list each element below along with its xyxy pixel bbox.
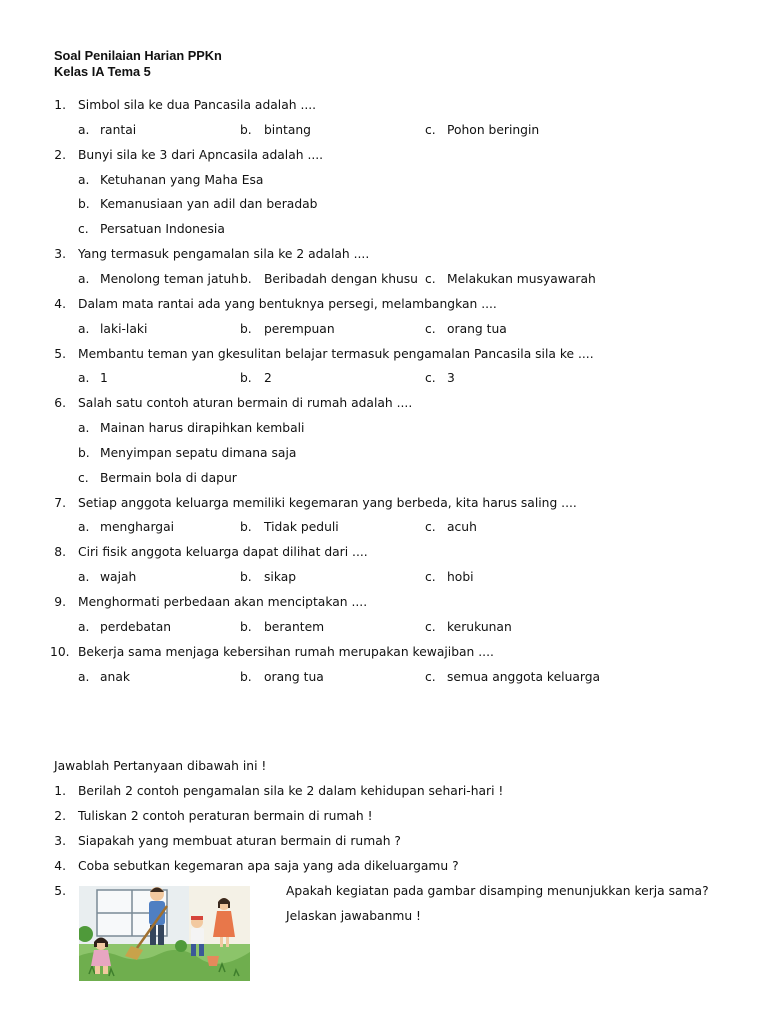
question-text: Bunyi sila ke 3 dari Apncasila adalah .... — [78, 148, 324, 162]
option-text: anak — [100, 670, 130, 684]
option-text: menghargai — [100, 520, 175, 534]
page-subtitle: Kelas IA Tema 5 — [54, 64, 151, 79]
option-letter: b. — [240, 322, 252, 336]
option-text: kerukunan — [447, 620, 512, 634]
option-letter: b. — [240, 520, 252, 534]
question-text: Salah satu contoh aturan bermain di rumah adalah .... — [78, 396, 413, 410]
essay-question: Coba sebutkan kegemaran apa saja yang ada dikeluargamu ? — [78, 859, 459, 873]
option-letter: c. — [425, 371, 436, 385]
question-number: 2. — [54, 148, 66, 162]
essay-number: 3. — [54, 834, 66, 848]
option-letter: a. — [78, 670, 90, 684]
question-text: Yang termasuk pengamalan sila ke 2 adalah .... — [78, 247, 370, 261]
option-letter: a. — [78, 570, 90, 584]
option-text: laki-laki — [100, 322, 148, 336]
option-text: semua anggota keluarga — [447, 670, 601, 684]
option-text: sikap — [264, 570, 297, 584]
option-letter: a. — [78, 520, 90, 534]
question-text: Ciri fisik anggota keluarga dapat dilihat dari .... — [78, 545, 368, 559]
option-letter: c. — [425, 570, 436, 584]
teamwork-illustration — [79, 886, 250, 981]
essay-number: 5. — [54, 884, 66, 898]
option-text: Bermain bola di dapur — [100, 471, 237, 485]
question-number: 4. — [54, 297, 66, 311]
option-letter: c. — [78, 222, 89, 236]
option-letter: a. — [78, 173, 90, 187]
option-letter: c. — [425, 322, 436, 336]
option-text: Menyimpan sepatu dimana saja — [100, 446, 297, 460]
option-letter: c. — [425, 620, 436, 634]
option-text: orang tua — [264, 670, 324, 684]
option-text: orang tua — [447, 322, 507, 336]
option-letter: b. — [240, 570, 252, 584]
essay-question: Berilah 2 contoh pengamalan sila ke 2 dalam kehidupan sehari-hari ! — [78, 784, 504, 798]
option-letter: c. — [425, 520, 436, 534]
option-letter: c. — [425, 123, 436, 137]
option-text: perempuan — [264, 322, 335, 336]
option-text: 2 — [264, 371, 272, 385]
option-text: bintang — [264, 123, 311, 137]
essay-number: 1. — [54, 784, 66, 798]
option-text: 1 — [100, 371, 108, 385]
option-letter: b. — [240, 272, 252, 286]
option-text: Ketuhanan yang Maha Esa — [100, 173, 264, 187]
option-text: Melakukan musyawarah — [447, 272, 596, 286]
option-letter: b. — [240, 371, 252, 385]
option-text: wajah — [100, 570, 137, 584]
option-letter: a. — [78, 322, 90, 336]
essay-instruction: Jawablah Pertanyaan dibawah ini ! — [54, 759, 267, 773]
option-letter: a. — [78, 123, 90, 137]
option-text: Menolong teman jatuh — [100, 272, 239, 286]
essay-number: 2. — [54, 809, 66, 823]
option-letter: b. — [78, 197, 90, 211]
question-number: 5. — [54, 347, 66, 361]
option-letter: b. — [240, 123, 252, 137]
option-letter: b. — [240, 670, 252, 684]
essay-question-followup: Jelaskan jawabanmu ! — [286, 909, 421, 923]
option-letter: b. — [78, 446, 90, 460]
option-letter: c. — [78, 471, 89, 485]
option-text: berantem — [264, 620, 325, 634]
option-text: 3 — [447, 371, 455, 385]
question-number: 1. — [54, 98, 66, 112]
option-text: Tidak peduli — [264, 520, 339, 534]
question-number: 6. — [54, 396, 66, 410]
question-text: Setiap anggota keluarga memiliki kegemaran yang berbeda, kita harus saling .... — [78, 496, 577, 510]
question-text: Menghormati perbedaan akan menciptakan .... — [78, 595, 368, 609]
option-letter: b. — [240, 620, 252, 634]
option-letter: a. — [78, 371, 90, 385]
essay-question: Tuliskan 2 contoh peraturan bermain di rumah ! — [78, 809, 373, 823]
option-letter: c. — [425, 670, 436, 684]
option-text: acuh — [447, 520, 477, 534]
option-letter: c. — [425, 272, 436, 286]
option-text: Pohon beringin — [447, 123, 540, 137]
question-number: 9. — [54, 595, 66, 609]
page-title: Soal Penilaian Harian PPKn — [54, 48, 222, 63]
option-text: Mainan harus dirapihkan kembali — [100, 421, 305, 435]
question-text: Simbol sila ke dua Pancasila adalah .... — [78, 98, 317, 112]
essay-question: Apakah kegiatan pada gambar disamping menunjukkan kerja sama? — [286, 884, 709, 898]
question-number: 8. — [54, 545, 66, 559]
question-number: 7. — [54, 496, 66, 510]
question-text: Dalam mata rantai ada yang bentuknya persegi, melambangkan .... — [78, 297, 497, 311]
option-text: hobi — [447, 570, 474, 584]
option-text: Beribadah dengan khusu — [264, 272, 418, 286]
essay-number: 4. — [54, 859, 66, 873]
option-text: rantai — [100, 123, 137, 137]
question-number: 3. — [54, 247, 66, 261]
option-text: Persatuan Indonesia — [100, 222, 225, 236]
option-text: Kemanusiaan yan adil dan beradab — [100, 197, 318, 211]
option-letter: a. — [78, 421, 90, 435]
option-text: perdebatan — [100, 620, 172, 634]
question-text: Bekerja sama menjaga kebersihan rumah merupakan kewajiban .... — [78, 645, 494, 659]
essay-question: Siapakah yang membuat aturan bermain di rumah ? — [78, 834, 401, 848]
option-letter: a. — [78, 272, 90, 286]
question-number: 10. — [50, 645, 70, 659]
option-letter: a. — [78, 620, 90, 634]
question-text: Membantu teman yan gkesulitan belajar termasuk pengamalan Pancasila sila ke .... — [78, 347, 594, 361]
